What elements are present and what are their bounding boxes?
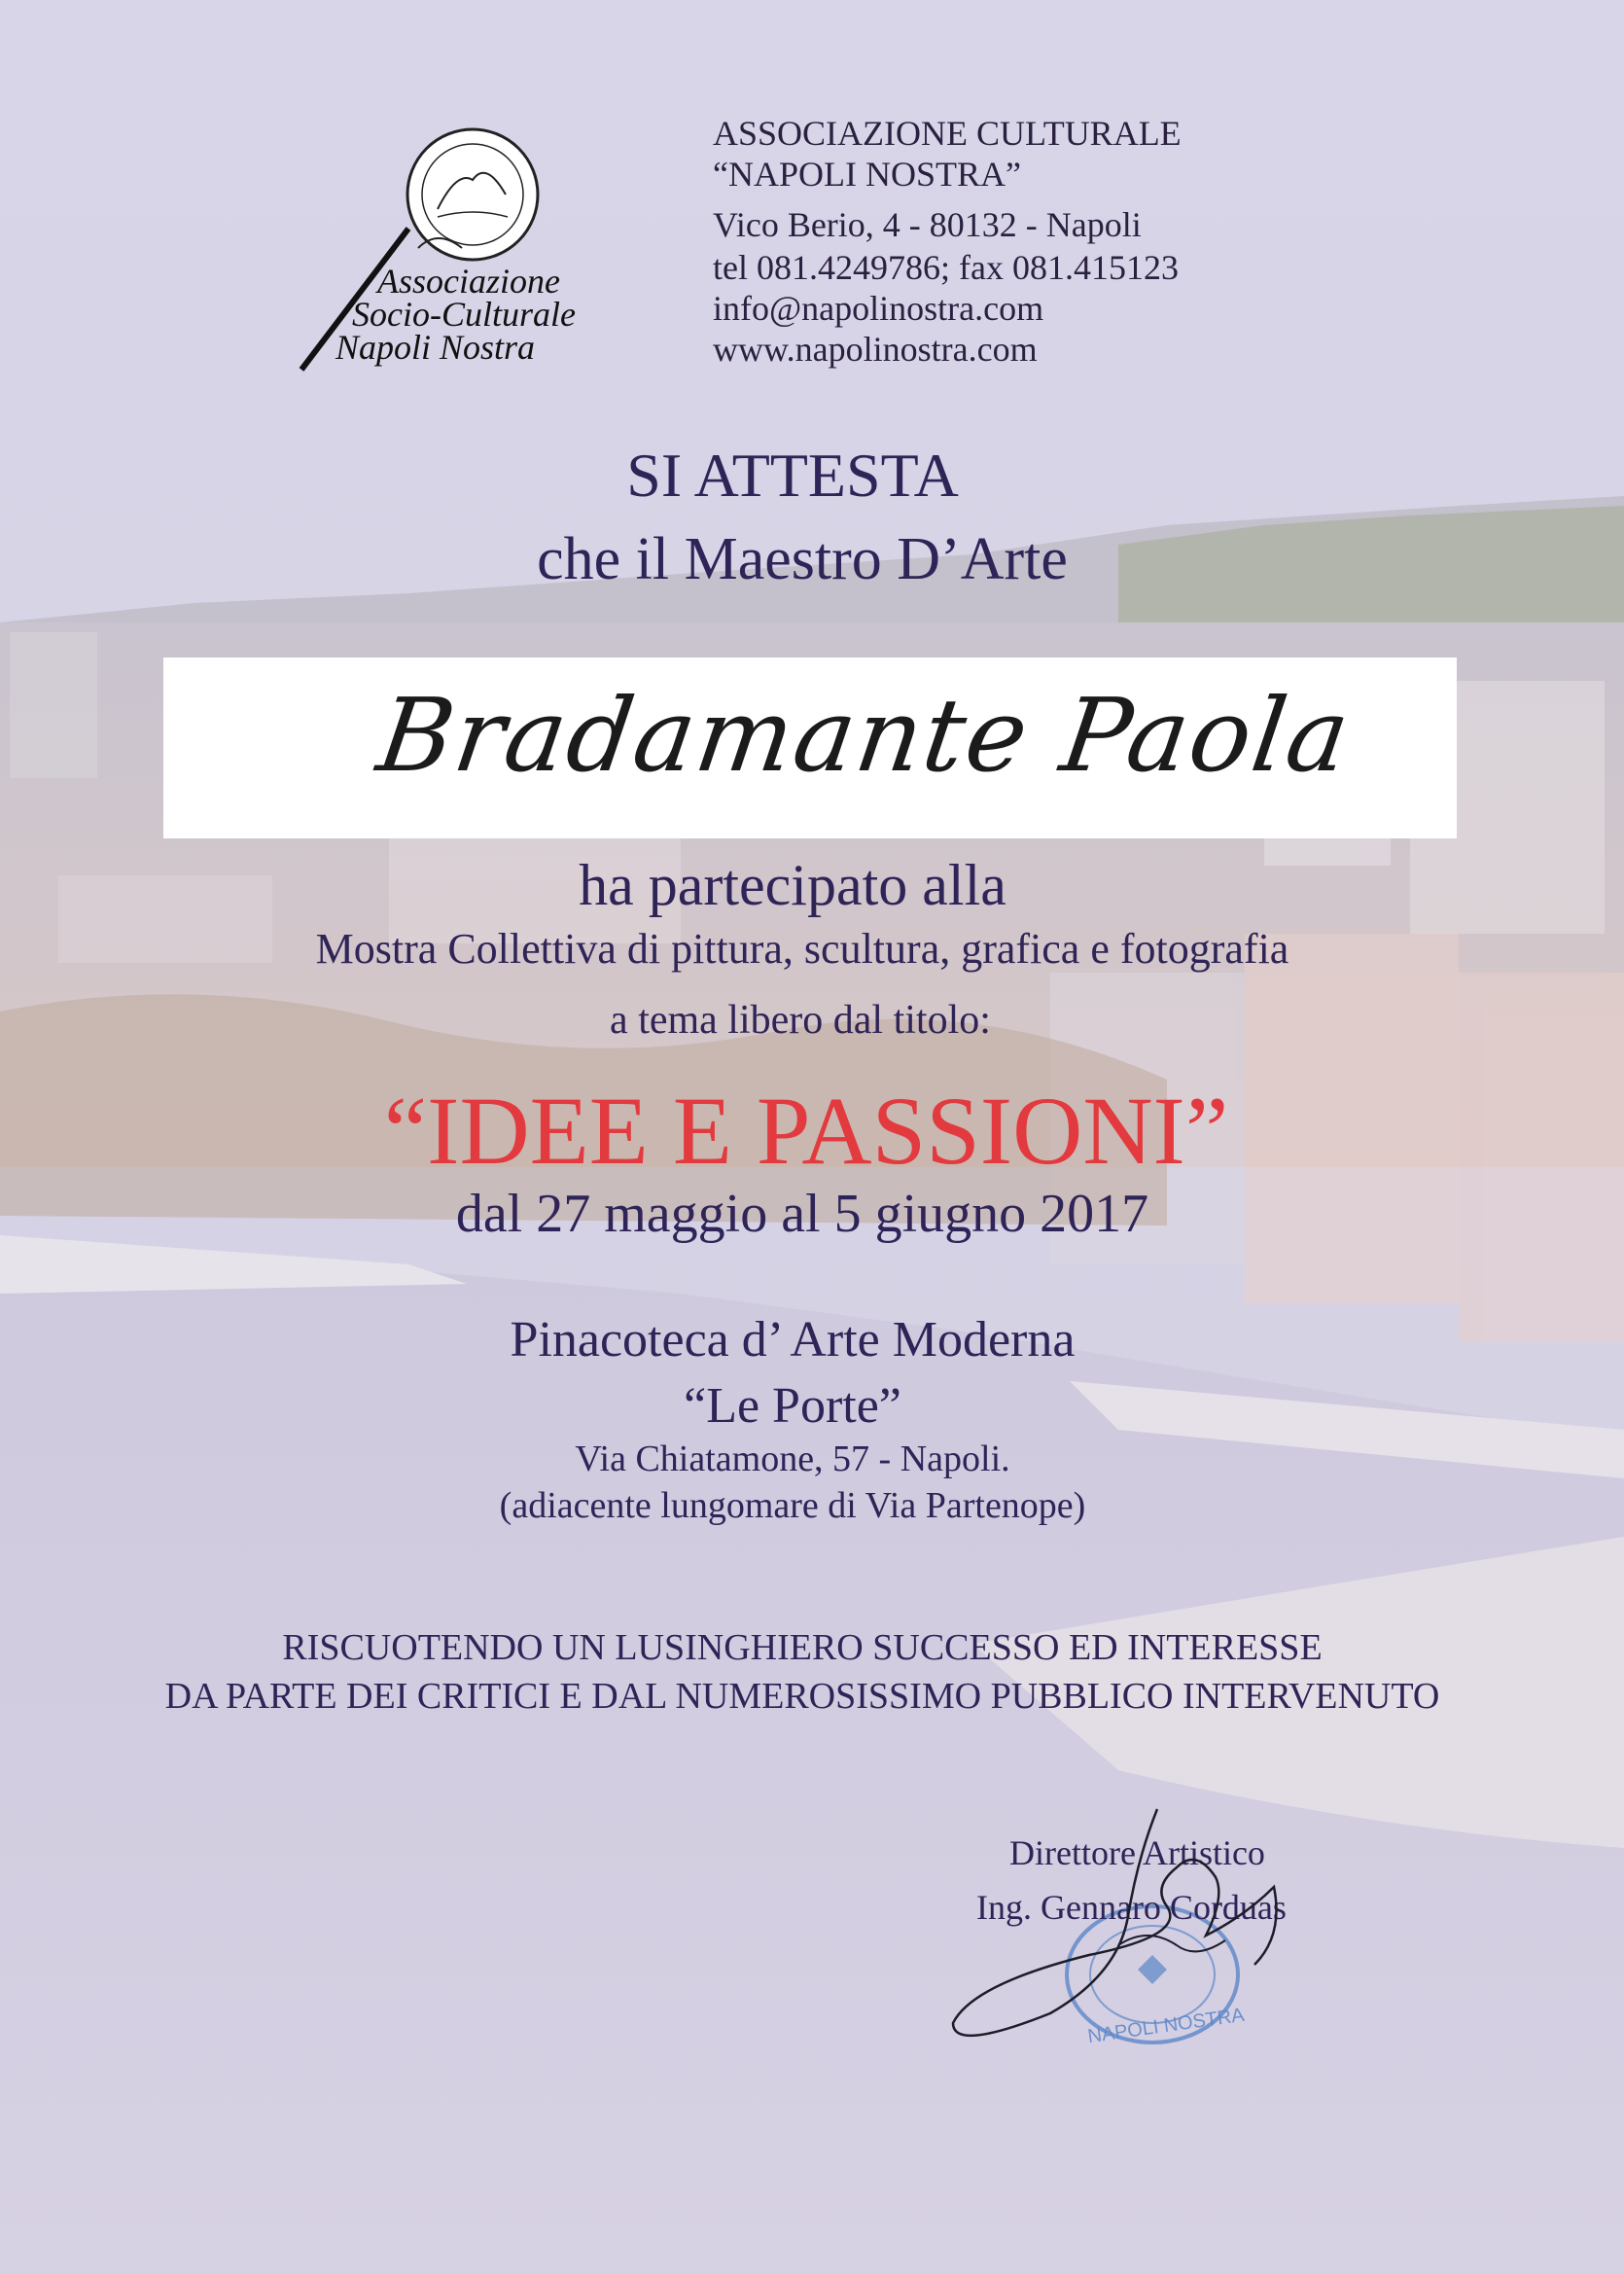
logo-line-associazione: Associazione <box>377 262 560 301</box>
maestro-line: che il Maestro D’Arte <box>537 526 1068 592</box>
street-line: Via Chiatamone, 57 - Napoli. <box>575 1439 1010 1479</box>
venue-line: Pinacoteca d’ Arte Moderna <box>510 1312 1076 1368</box>
stamp-text: NAPOLI NOSTRA <box>1086 2004 1246 2048</box>
success-line-2: DA PARTE DEI CRITICI E DAL NUMEROSISSIMO PUBBLICO INTERVENUTO <box>164 1676 1440 1717</box>
director-signature <box>934 1799 1342 2062</box>
success-line-1: RISCUOTENDO UN LUSINGHIERO SUCCESSO ED INTERESSE <box>282 1627 1323 1668</box>
org-phone: tel 081.4249786; fax 081.415123 <box>713 248 1179 287</box>
logo-line-socio-culturale: Socio-Culturale <box>352 295 576 334</box>
venue-name-line: “Le Porte” <box>684 1378 901 1434</box>
signature-person: Ing. Gennaro Corduas <box>976 1888 1287 1927</box>
exhibition-line: Mostra Collettiva di pittura, scultura, grafica e fotografia <box>315 925 1289 973</box>
org-name: ASSOCIAZIONE CULTURALE <box>713 114 1182 153</box>
org-email: info@napolinostra.com <box>713 289 1044 328</box>
signature-role: Direttore Artistico <box>1009 1833 1265 1872</box>
recipient-handwritten-name: Bradamante Paola <box>371 676 1359 795</box>
org-name-quoted: “NAPOLI NOSTRA” <box>713 155 1021 194</box>
theme-line: a tema libero dal titolo: <box>610 998 991 1043</box>
org-address: Vico Berio, 4 - 80132 - Napoli <box>713 205 1142 244</box>
org-website: www.napolinostra.com <box>713 330 1038 369</box>
near-line: (adiacente lungomare di Via Partenope) <box>499 1485 1086 1526</box>
participated-line: ha partecipato alla <box>579 853 1006 917</box>
exhibition-title: “IDEE E PASSIONI” <box>383 1077 1229 1185</box>
dates-line: dal 27 maggio al 5 giugno 2017 <box>455 1184 1149 1244</box>
attesta-heading: SI ATTESTA <box>626 441 959 510</box>
logo-line-napoli-nostra: Napoli Nostra <box>335 328 536 367</box>
